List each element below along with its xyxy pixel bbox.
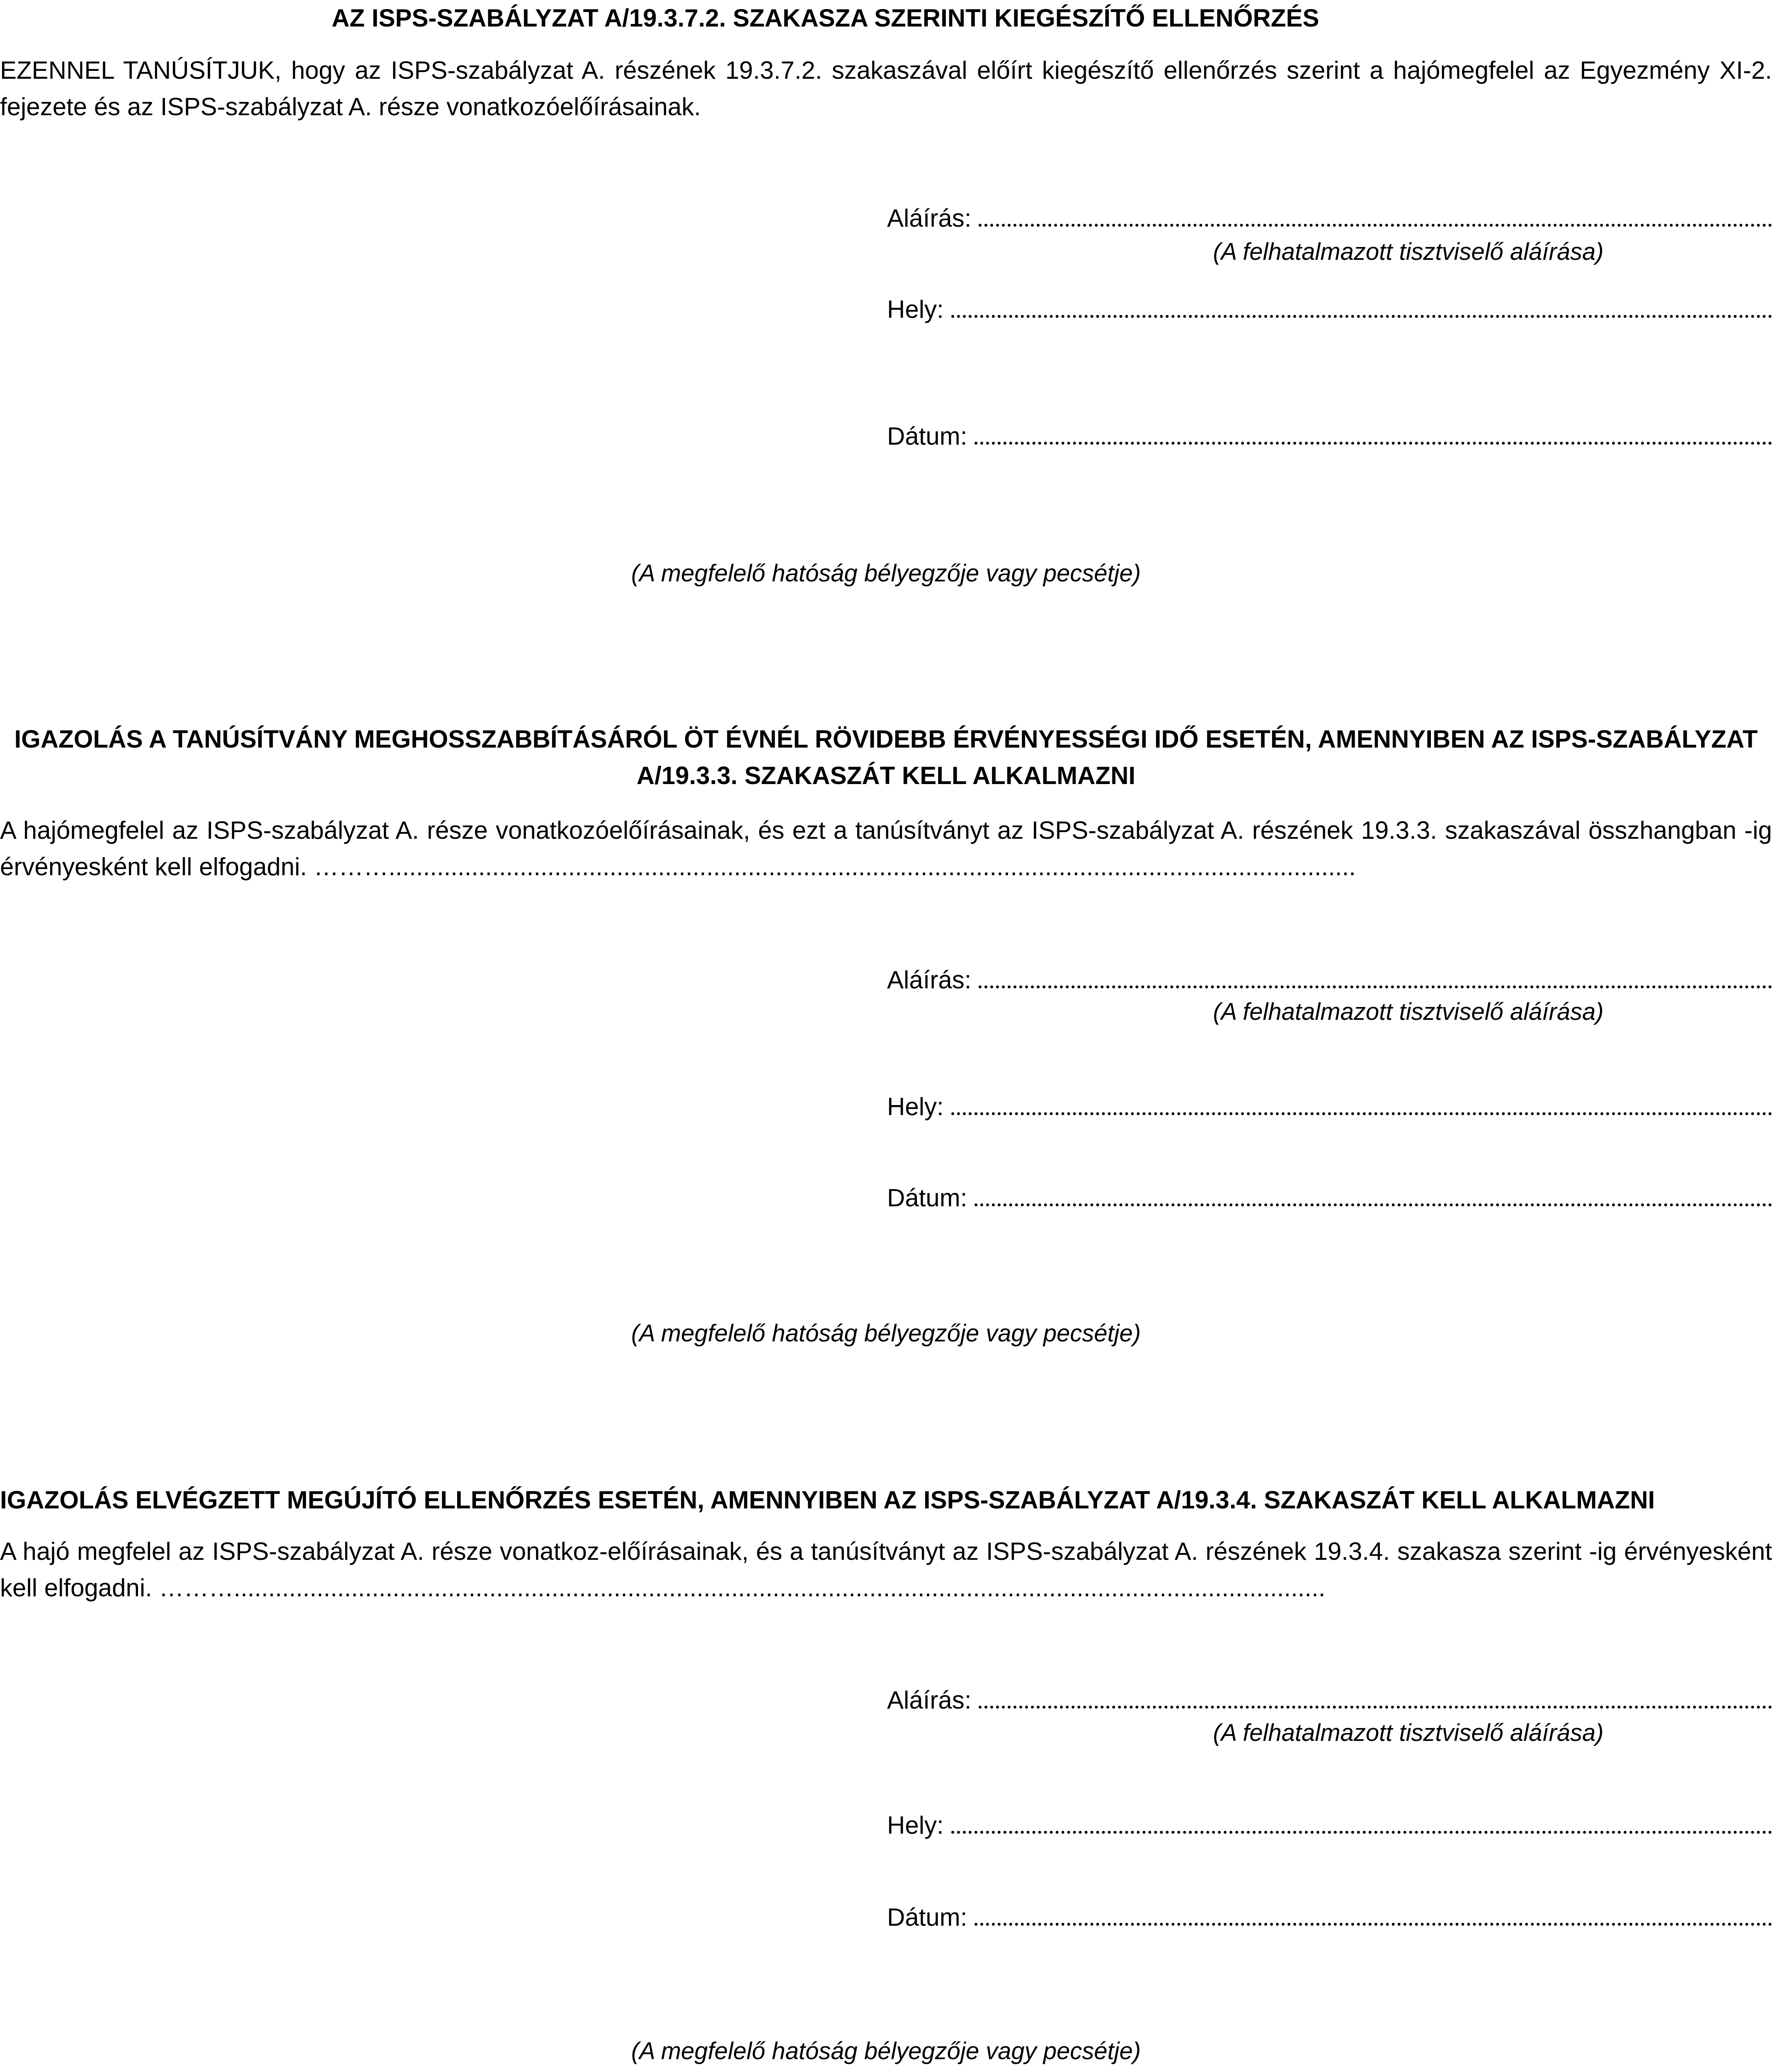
section3-signature-caption: (A felhatalmazott tisztviselő aláírása)	[1213, 1719, 1604, 1746]
section2-text-block	[0, 812, 1772, 885]
section3-text: A hajó megfelel az ISPS-szabályzat A. része vonatkoz-előírásainak, és a tanúsítványt az ISPS-szabályzat A. részének 19.3.4. szakasza szerint -ig érvényesként kell elfogadni. ………	[0, 1537, 1772, 1602]
section1-date-label: Dátum:	[887, 422, 967, 450]
section1-date-line[interactable]	[974, 418, 1772, 445]
section2-text: A hajómegfelel az ISPS-szabályzat A. része vonatkozóelőírásainak, és ezt a tanúsítványt az ISPS-szabályzat A. részének 19.3.3. szakaszával összhangban -ig érvényesként kell elfogadni. ………	[0, 816, 1772, 881]
section2-heading: IGAZOLÁS A TANÚSÍTVÁNY MEGHOSSZABBÍTÁSÁRÓL ÖT ÉVNÉL RÖVIDEBB ÉRVÉNYESSÉGI IDŐ ESETÉN, AMENNYIBEN AZ ISPS-SZABÁLYZAT A/19.3.3. SZAKASZÁT KELL ALKALMAZNI	[14, 725, 1758, 789]
section3-signature-line[interactable]	[979, 1682, 1772, 1709]
section3-place-line[interactable]	[951, 1807, 1772, 1834]
section2-date-label: Dátum:	[887, 1184, 967, 1212]
section2-stamp-caption: (A megfelelő hatóság bélyegzője vagy pecsétje)	[631, 1320, 1141, 1347]
section3-text-dots: ..............................................................................................................................................................	[233, 1574, 1326, 1602]
section3-date-field[interactable]	[887, 1899, 1772, 1935]
section1-date-field[interactable]	[887, 418, 1772, 454]
section1-text: EZENNEL TANÚSÍTJUK, hogy az ISPS-szabályzat A. részének 19.3.7.2. szakaszával előírt kiegészítő ellenőrzés szerint a hajómegfelel az Egyezmény XI-2. fejezete és az ISPS-szabályzat A. része vonatkozóelőírásainak.	[0, 56, 1772, 121]
section2-text-dots: ............................................................................................................................................	[388, 853, 1356, 881]
section3-date-label: Dátum:	[887, 1903, 967, 1931]
section3-heading: IGAZOLÁS ELVÉGZETT MEGÚJÍTÓ ELLENŐRZÉS ESETÉN, AMENNYIBEN AZ ISPS-SZABÁLYZAT A/19.3.4. SZAKASZÁT KELL ALKALMAZNI	[0, 1486, 1655, 1514]
section3-text-block	[0, 1533, 1772, 1606]
section1-signature-caption: (A felhatalmazott tisztviselő aláírása)	[1213, 238, 1604, 265]
section2-signature-line[interactable]	[979, 961, 1772, 988]
section1-stamp-caption: (A megfelelő hatóság bélyegzője vagy pecsétje)	[631, 560, 1141, 587]
section3-date-line[interactable]	[974, 1899, 1772, 1926]
section1-signature-label: Aláírás:	[887, 204, 972, 232]
section2-signature-label: Aláírás:	[887, 966, 972, 994]
section1-heading: AZ ISPS-SZABÁLYZAT A/19.3.7.2. SZAKASZA SZERINTI KIEGÉSZÍTŐ ELLENŐRZÉS	[332, 4, 1319, 32]
section3-place-field[interactable]	[887, 1807, 1772, 1843]
section1-signature-line[interactable]	[979, 200, 1772, 227]
section3-signature-label: Aláírás:	[887, 1686, 972, 1714]
section2-date-line[interactable]	[974, 1179, 1772, 1206]
section3-stamp-caption: (A megfelelő hatóság bélyegzője vagy pecsétje)	[631, 2038, 1141, 2065]
section2-signature-field[interactable]	[887, 961, 1772, 998]
section2-date-field[interactable]	[887, 1179, 1772, 1216]
section3-signature-field[interactable]	[887, 1682, 1772, 1718]
section1-signature-field[interactable]	[887, 200, 1772, 236]
section2-place-line[interactable]	[951, 1088, 1772, 1115]
section2-place-label: Hely:	[887, 1093, 944, 1121]
section2-place-field[interactable]	[887, 1088, 1772, 1125]
section1-place-field[interactable]	[887, 291, 1772, 327]
section1-place-line[interactable]	[951, 291, 1772, 318]
section2-signature-caption: (A felhatalmazott tisztviselő aláírása)	[1213, 998, 1604, 1025]
section1-place-label: Hely:	[887, 295, 944, 323]
section3-place-label: Hely:	[887, 1811, 944, 1839]
